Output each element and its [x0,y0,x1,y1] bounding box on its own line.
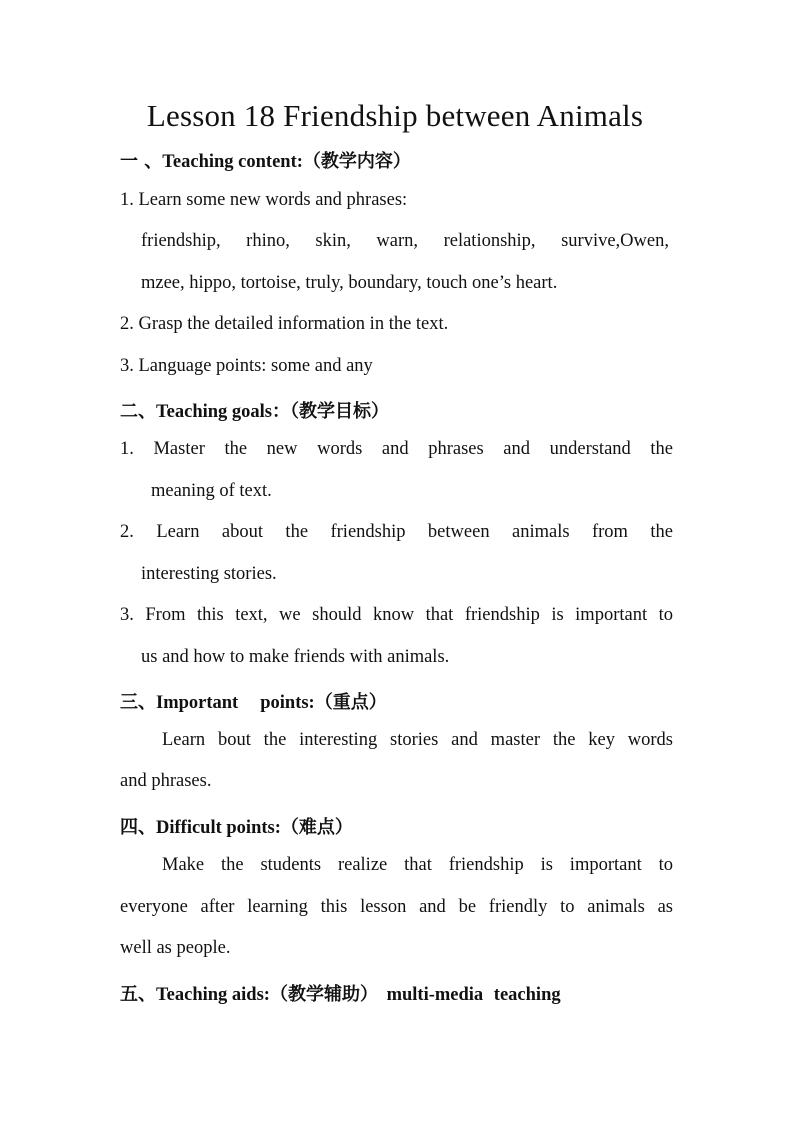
heading-chinese: （教学内容） [302,151,411,172]
difficult-points-line-3: well as people. [120,938,231,958]
content-item-3: 3. Language points: some and any [120,356,373,376]
heading-chinese: ：（教学目标） [272,401,389,422]
goal-item-3-line-2: us and how to make friends with animals. [141,647,450,667]
heading-number: 三、 [120,692,156,713]
section-heading-difficult-points [120,813,353,839]
heading-text: Teaching content: [162,152,303,172]
heading-text: Difficult points: [156,818,281,838]
teaching-aids-value: multi-media teaching [386,985,561,1005]
important-points-line-1: Learn bout the interesting stories and master the key words [162,730,673,750]
heading-number: 一 、 [120,151,163,172]
difficult-points-line-1: Make the students realize that friendship is important to [162,855,673,875]
heading-number: 二、 [120,401,156,422]
heading-text-2: points: [260,693,315,713]
heading-number: 五、 [120,984,156,1005]
section-heading-teaching-goals [120,397,389,423]
goal-item-1-line-1: 1. Master the new words and phrases and understand the [120,439,673,459]
heading-text: Teaching goals [156,402,272,422]
heading-text: Important [156,693,239,713]
content-item-1: 1. Learn some new words and phrases: [120,190,408,210]
difficult-points-line-2: everyone after learning this lesson and be friendly to animals as [120,897,673,917]
vocabulary-list-line-2: mzee, hippo, tortoise, truly, boundary, touch one’s heart. [141,273,558,293]
page-title: Lesson 18 Friendship between Animals [146,98,644,133]
heading-chinese: （教学辅助） [269,984,378,1005]
goal-item-3-line-1: 3. From this text, we should know that friendship is important to [120,605,673,625]
section-heading-important-points [120,688,387,714]
section-heading-teaching-content [120,147,411,173]
heading-chinese: （难点） [280,817,353,838]
goal-item-2-line-1: 2. Learn about the friendship between animals from the [120,522,673,542]
content-item-2: 2. Grasp the detailed information in the text. [120,314,449,334]
heading-text: Teaching aids: [156,985,270,1005]
heading-chinese: （重点） [314,692,387,713]
goal-item-2-line-2: interesting stories. [141,564,277,584]
vocabulary-list-line-1: friendship, rhino, skin, warn, relationship, survive,Owen, [141,231,669,251]
important-points-line-2: and phrases. [120,771,212,791]
section-heading-teaching-aids [120,980,561,1006]
heading-number: 四、 [120,817,156,838]
goal-item-1-line-2: meaning of text. [151,481,272,501]
